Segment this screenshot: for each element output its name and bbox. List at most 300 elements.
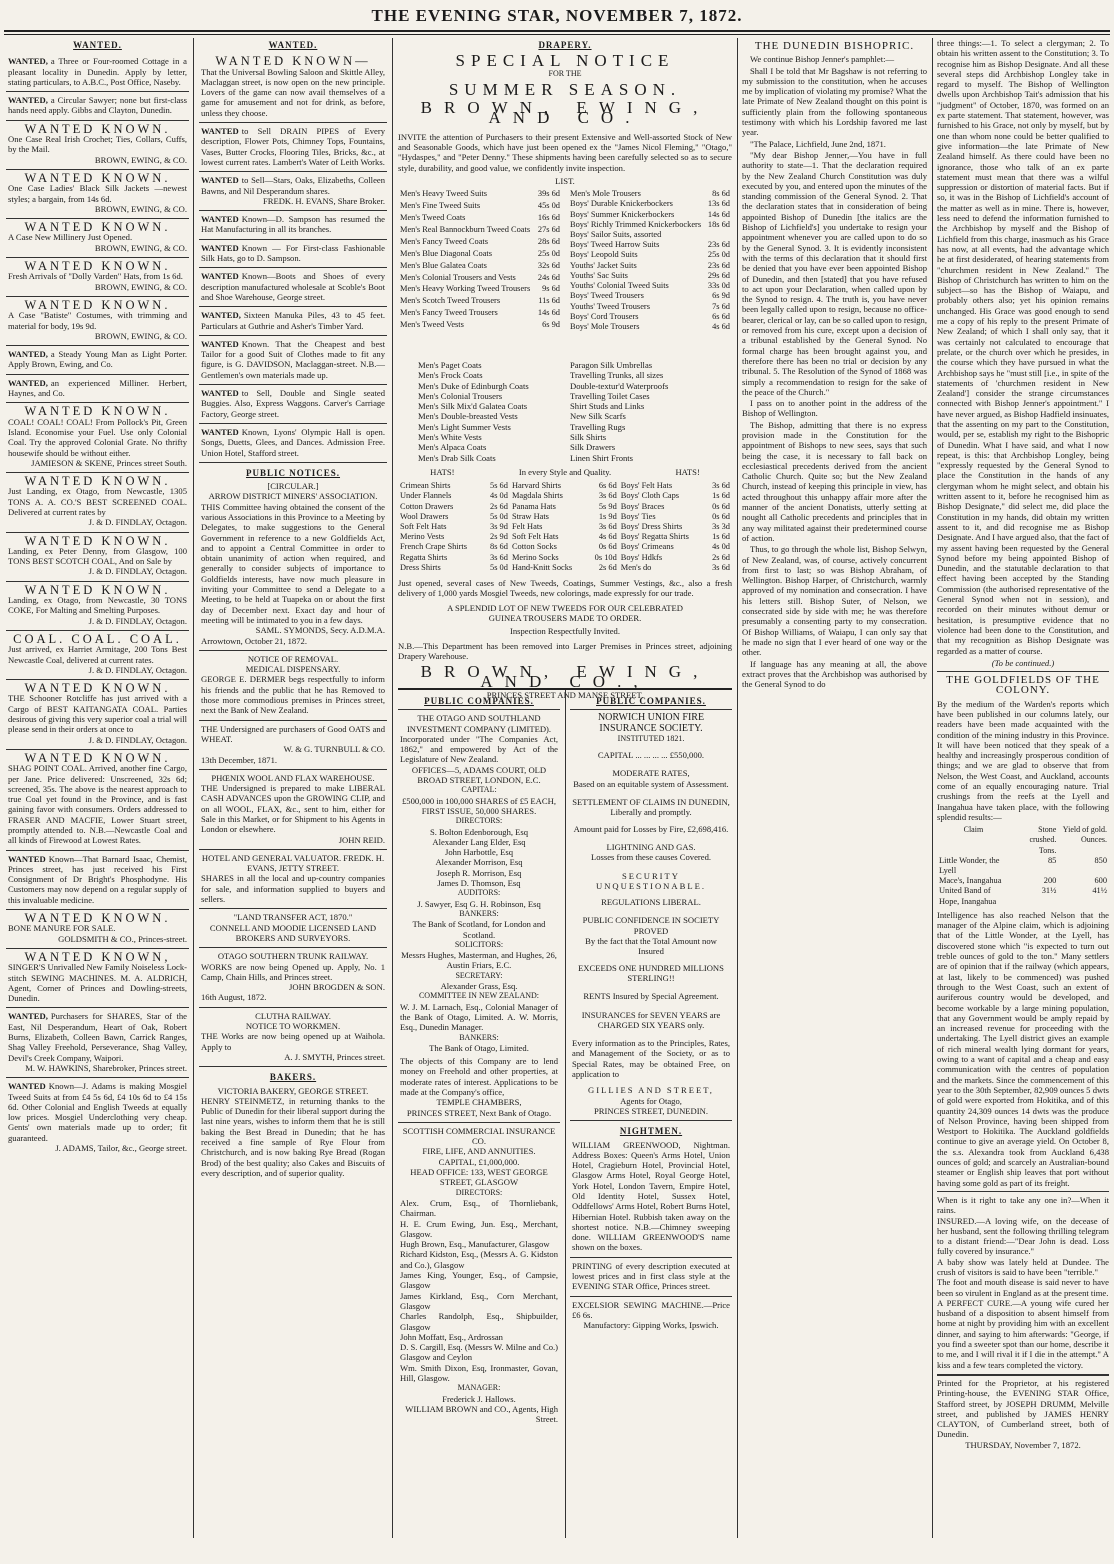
item-name: Boys' Richly Trimmed Knickerbockers	[570, 219, 702, 229]
item-price: 5s 0d	[490, 511, 508, 521]
list-item: Men's Frock Coats	[418, 370, 483, 381]
article-body: By the medium of the Warden's reports which have been published in our columns lately, our readers have been made acquainted with the condition of the mining industry in this Province. It will have been noticed that they speak of a healthy and increasingly prosperous condition of things; and we are glad to observe that from Nelson, the West Coast, and Auckland, accounts come of an equally encouraging nature. Trial crushings from the reefs at the Lyell and Inangahua have taken place, with the following splendid results:—	[937, 698, 1109, 822]
section-heading: BAKERS.	[269, 1072, 317, 1083]
ad-signature: BROWN, EWING, & CO.	[94, 154, 187, 165]
price-row	[568, 281, 732, 291]
table-cell: Mace's, Inangahua	[939, 876, 1002, 886]
confidence-sub: By the fact that the Total Amount now Insured	[585, 936, 717, 957]
price-row	[568, 291, 732, 301]
classified-ad	[199, 210, 387, 239]
price-row	[398, 225, 562, 237]
director-name: Charles Randolph, Esq., Shipbuilder, Glasgow	[400, 1311, 558, 1332]
item-name: Men's do	[620, 562, 652, 572]
item-price: 0s 6d	[598, 542, 617, 552]
drapery-section	[398, 38, 732, 358]
column-rule	[565, 690, 566, 1538]
agents-label: Agents for Otago,	[620, 1095, 682, 1106]
norwich-union	[570, 709, 732, 1120]
item-price: 0s 10d	[594, 552, 617, 562]
gillies: GILLIES AND STREET,	[588, 1085, 714, 1096]
greenwood-ad: WILLIAM GREENWOOD, Nightman. Address Boxes: Queen's Arms Hotel, Union Hotel, Cragieburn Hotel, Provincial Hotel, Glasgow Arms Hotel, Royal George Hotel, York Hotel, London Tavern, Empire Hotel, Old Identity Hotel, Sussex Hotel, Oddfellows' Arms Hotel, Robert Burns Hotel, Hibernian Hotel. Rubbish taken away on the shortest notice. N.B.—Chimney sweeping done. WILLIAM GREENWOOD'S name shown on the boxes.	[572, 1139, 730, 1253]
item-price: 29s 6d	[707, 270, 730, 280]
ad-signature: J. & D. FINDLAY, Octagon.	[88, 517, 187, 528]
ad-title: WANTED KNOWN.	[24, 259, 171, 274]
secretary-label: SECRETARY:	[455, 970, 503, 980]
item-price: 18s 6d	[707, 219, 730, 229]
item-price: 2s 6d	[490, 501, 508, 511]
item-price: 3s 6d	[490, 552, 508, 562]
ad-signature: BROWN, EWING, & CO.	[94, 281, 187, 292]
item-price: 7s 6d	[712, 301, 730, 311]
classified-ad	[199, 335, 387, 384]
classified-ad	[6, 909, 189, 948]
ad-text: to Sell, Double and Single seated Buggies. Also, Express Waggons. Carver's Carriage Factory, George street.	[201, 388, 385, 419]
ad-signature: BROWN, EWING, & CO.	[94, 203, 187, 214]
ad-text: Landing, ex Peter Denny, from Glasgow, 100 TONS BEST SCOTCH COAL, And on Sale by	[8, 545, 187, 567]
item-name: Youths' Tweed Trousers	[570, 301, 650, 311]
director-name: Richard Kidston, Esq., (Messrs A. G. Kidston and Co.), Glasgow	[400, 1249, 558, 1270]
solicitors-value: Messrs Hughes, Masterman, and Hughes, 26, Austin Friars, E.C.	[401, 950, 557, 971]
ad-signature: J. & D. FINDLAY, Octagon.	[88, 734, 187, 745]
ad-text: an experienced Milliner. Herbert, Haynes, and Co.	[8, 377, 187, 399]
railway-notice	[199, 947, 387, 1006]
hats-row	[398, 467, 732, 477]
classified-ad	[6, 296, 189, 345]
table-cell: Little Wonder, the Lyell	[939, 855, 1000, 876]
item-price: 9s 6d	[542, 284, 560, 294]
item-name: Men's Heavy Working Tweed Trousers	[400, 284, 531, 294]
item-name: Boys' Cloth Caps	[620, 491, 680, 501]
column-header: Stone crushed. Tons.	[1029, 825, 1057, 855]
director-name: H. E. Crum Ewing, Jun. Esq., Merchant, Glasgow.	[400, 1218, 558, 1239]
list-item: New Silk Scarfs	[570, 411, 626, 422]
classified-ad	[199, 239, 387, 268]
auditors-value: J. Sawyer, Esq G. H. Robinson, Esq	[417, 898, 541, 909]
item-price: 28s 6d	[537, 236, 560, 246]
imprint: Printed for the Proprietor, at his registered Printing-house, the EVENING STAR Office, Stafford street, by JOSEPH DRUMM, Melville street, and published by JAMES HENRY CLAYTON, of Cumberland street, both of Dunedin.	[937, 1377, 1109, 1440]
ads-list	[199, 53, 387, 462]
table-cell: 85	[1047, 855, 1057, 865]
paragraph: I pass on to another point in the address of the Bishop of Wellington.	[742, 398, 927, 419]
classified-ad	[6, 169, 189, 218]
lightning-sub: Losses from these causes Covered.	[590, 852, 712, 863]
lot-line-1: A SPLENDID LOT OF NEW TWEEDS FOR OUR CELEBRATED	[447, 602, 683, 613]
auditors-label: AUDITORS:	[457, 888, 501, 898]
item-price: 6s 9d	[712, 291, 730, 301]
company-title: THE OTAGO AND SOUTHLAND INVESTMENT COMPANY (LIMITED).	[406, 713, 552, 734]
ad-text: Sixteen Manuka Piles, 43 to 45 feet. Particulars at Guthrie and Asher's Timber Yard.	[201, 310, 385, 331]
summer-season-title: SUMMER SEASON.	[448, 79, 682, 99]
chambers: TEMPLE CHAMBERS,	[436, 1097, 522, 1108]
director-name: James Kirkland, Esq., Corn Merchant, Glasgow	[400, 1290, 558, 1311]
item-name: Men's Fine Tweed Suits	[400, 201, 481, 211]
ad-title: WANTED	[201, 242, 239, 253]
classified-ad	[6, 630, 189, 679]
printing-text: PRINTING of every description executed at lowest prices and in first class style at the EVENING STAR Office, Princes street.	[572, 1260, 730, 1292]
notice-signature: W. & G. TURNBULL & CO.	[283, 744, 385, 755]
price-row	[568, 220, 732, 230]
price-row	[398, 284, 562, 296]
list-item: Men's Duke of Edinburgh Coats	[418, 380, 529, 391]
notice-title: PHŒNIX WOOL AND FLAX WAREHOUSE.	[211, 772, 375, 783]
item-name: Boys' Cord Trousers	[570, 311, 639, 321]
director-name: John Harbottle, Esq	[444, 847, 514, 858]
classified-ad	[6, 257, 189, 296]
ad-signature: BROWN, EWING, & CO.	[94, 330, 187, 341]
phoenix-notice	[199, 769, 387, 849]
confidence: PUBLIC CONFIDENCE IN SOCIETY PROVED	[582, 915, 720, 936]
bankers-value: The Bank of Scotland, for London and Scotland.	[412, 919, 546, 940]
paragraph: "My dear Bishop Jenner,—You have in full authority to state—1. That the declaration required by the New Zealand Church Constitution was duly executed by you, and entered upon the minutes of the standing commission of the General Synod. 2. That the declaration states that in consideration of being appointed Bishop of Dunedin [the italics are the Bishop of Lichfield's] you undertake to resign your appointment whenever you are called upon to do so by the General Synod. 3. It is evidently inconsistent with the terms of this declaration that it should first be denied that you have ever been appointed Bishop of Dunedin, and then [stated] that you have refused to act upon your Declaration, when called upon by the Synod to resign. 4. The truth is, you have never been legally called upon to resign, because no office-bearer, clerical or lay, can be so called upon to resign, or removed from his cure, except upon a decision of a tribunal established by the General Synod. No formal charge has been brought against you, and therefore there has been no trial or decision by any tribunal. 5. The Resolution of the Synod of 1868 was simply a recommendation to resign for the sake of the peace of the Church."	[742, 149, 927, 397]
item-name: Men's Fancy Tweed Trousers	[400, 308, 498, 318]
item-price: 5s 6d	[490, 481, 508, 491]
otago-company	[398, 709, 560, 1122]
section-heading: PUBLIC NOTICES.	[245, 467, 341, 478]
classified-ad	[6, 345, 189, 374]
firm-name: BROWN, EWING, AND CO.	[420, 98, 710, 128]
item-price: 8s 6d	[490, 542, 508, 552]
ad-text: a Steady Young Man as Light Porter. Apply Brown, Ewing, and Co.	[8, 349, 187, 370]
ad-title: WANTED KNOWN.	[24, 297, 171, 312]
ad-text: a Circular Sawyer; none but first-class hands need apply. Gibbs and Clayton, Dunedin.	[8, 95, 187, 116]
notice-date: 13th December, 1871.	[201, 754, 278, 765]
item-price: 27s 6d	[537, 224, 560, 234]
price-row	[398, 512, 732, 522]
ad-title: WANTED,	[8, 1011, 48, 1022]
directors-list	[400, 827, 558, 889]
paragraph: The foot and mouth disease is said never to have been so virulent in England as at the present time.	[937, 1277, 1109, 1298]
item-price: 13s 6d	[707, 199, 730, 209]
for-the-label: FOR THE	[548, 68, 582, 78]
ad-text: Known—That Barnard Isaac, Chemist, Princes street, has just received his First Consignment of Dr Bright's Phosphodyne. His Customers may now depend on a regular supply of this invaluable medicine.	[8, 853, 187, 905]
item-name: Straw Hats	[511, 511, 549, 521]
drapery-section-cont	[398, 360, 732, 700]
price-row	[568, 230, 732, 240]
instituted: INSTITUTED 1821.	[617, 733, 685, 743]
table-cell: 41½	[1092, 886, 1107, 896]
ad-title: WANTED KNOWN,	[24, 949, 171, 964]
bankers-value: The Bank of Otago, Limited.	[429, 1042, 529, 1053]
committee-label: COMMITTEE IN NEW ZEALAND:	[418, 991, 540, 1001]
item-price: 4s 6d	[712, 321, 730, 331]
notice-title: OTAGO SOUTHERN TRUNK RAILWAY.	[217, 951, 369, 962]
price-row	[568, 189, 732, 199]
item-name: Hand-Knitt Socks	[511, 562, 573, 572]
price-list-left	[398, 189, 562, 332]
hats-label: HATS!	[675, 466, 700, 477]
price-row	[398, 308, 562, 320]
column-header: Yield of gold. Ounces.	[1062, 825, 1107, 845]
list-item: Double-textur'd Waterproofs	[570, 380, 669, 391]
item-name: Youths' Colonial Tweed Suits	[570, 281, 669, 291]
item-price: 32s 6d	[537, 260, 560, 270]
article-title: THE DUNEDIN BISHOPRIC.	[754, 40, 915, 52]
ad-signature: J. & D. FINDLAY, Octagon.	[88, 566, 187, 577]
item-name: Youths' Sac Suits	[570, 270, 628, 280]
list-item: Men's Alpaca Coats	[418, 442, 487, 453]
ad-title: WANTED,	[8, 377, 48, 388]
ad-title: WANTED	[201, 388, 239, 399]
excelsior-ad	[570, 1296, 732, 1335]
ad-text: BONE MANURE FOR SALE.	[8, 923, 116, 934]
paragraph: A baby show was lately held at Dundee. The crush of visitors is said to have been "terrible."	[937, 1256, 1109, 1277]
ad-text: That the Universal Bowling Saloon and Skittle Alley, Maclaggan street, is now open on the new principle. Lovers of the game can now avail themselves of a game for amusement and not for drink, as before, unless they choose.	[201, 66, 385, 118]
ad-title: WANTED KNOWN.	[24, 170, 171, 185]
paragraph: Shall I be told that Mr Bagshaw is not referring to my submission to the constitution, when he accuses me by implication of violating my promise? What the late Primate of New Zealand thought on this point is sufficiently plain from the following spontaneous testimony with which his Lordship favored me last year.	[742, 65, 927, 138]
column-header: Claim	[963, 825, 984, 835]
price-row	[398, 491, 732, 501]
notice-title: MEDICAL DISPENSARY.	[245, 664, 341, 675]
chambers-address: PRINCES STREET, Next Bank of Otago.	[406, 1107, 552, 1118]
divider	[937, 671, 1109, 672]
ad-text: SINGER'S Unrivalled New Family Noiseless Lock-stitch SEWING MACHINES. M. A. ALDRICH, Agent, Corner of Princes and Dowling-streets, Dunedin.	[8, 962, 187, 1004]
list-item: Paragon Silk Umbrellas	[570, 360, 653, 370]
ad-signature: J. ADAMS, Tailor, &c., George street.	[55, 1143, 187, 1154]
inspection-line: Inspection Respectfully Invited.	[509, 626, 621, 637]
list-item: Shirt Studs and Links	[570, 401, 645, 412]
notice-text: GEORGE E. DERMER begs respectfully to inform his friends and the public that he has Removed to those more commodious premises in Princes street, next the Bank of New Zealand.	[201, 674, 385, 716]
item-name: Men's Mole Trousers	[570, 189, 641, 199]
gold-yield-table	[937, 825, 1109, 907]
item-name: Harvard Shirts	[511, 481, 562, 491]
notice-title: CLUTHA RAILWAY.	[255, 1010, 331, 1021]
price-row	[568, 312, 732, 322]
item-name: Cotton Socks	[511, 542, 557, 552]
security: SECURITY UNQUESTIONABLE.	[596, 870, 706, 891]
ad-title: WANTED KNOWN—	[215, 54, 371, 69]
classified-ad	[199, 171, 387, 210]
drapery-nb: N.B.—This Department has been removed into Larger Premises in Princes street, adjoining Drapery Warehouse.	[398, 640, 732, 661]
notice-text: THIS Committee having obtained the consent of the various Associations in this Province to a Meeting by Delegates, to make suggestions to the General Government in reference to a new Goldfields Act, and to appoint a Central Committee in order to obtain unanimity of action when required, and generally to consider subjects of importance to Goldfields interests, have now much pleasure in inviting your Committee to send a Delegate to a Meeting, to be held at Tuapeka on or about the first day of December next. Exact day and hour of meeting will be intimated to you in a few days.	[201, 501, 385, 625]
table-cell: 850	[1094, 855, 1107, 865]
section-heading: WANTED.	[73, 40, 122, 50]
public-notices	[199, 462, 387, 650]
column-goldfields	[937, 38, 1109, 1538]
price-lists	[398, 189, 732, 332]
drapery-after: Just opened, several cases of New Tweeds, Coatings, Summer Vestings, &c., also a fresh delivery of 1,000 yards Mosgiel Tweeds, new colorings, made expressly for our trade.	[398, 578, 732, 599]
ad-text: to Sell DRAIN PIPES of Every description, Flower Pots, Chimney Tops, Fountains, Vases, Butter Crocks, Flooring Tiles, Bricks, &c., at lowest current rates. Lambert's Water of Leith Works.	[201, 126, 385, 167]
ad-text: Known—D. Sampson has resumed the Hat Manufacturing in all its branches.	[201, 214, 385, 235]
price-row	[398, 237, 562, 249]
item-price: 8s 6d	[712, 189, 730, 199]
notice-title: NOTICE OF REMOVAL.	[247, 653, 339, 664]
item-name: Boys' Dress Shirts	[620, 522, 683, 532]
item-price: 4s 0d	[712, 542, 730, 552]
paragraph: Thus, to go through the whole list, Bishop Selwyn, of New Zealand, was, of course, actively concurrent from first to last; so was Bishop Abraham, of Wellington. Bishop Harper, of Christchurch, warmly approved of my nomination and consecration. I have his letters still. Bishop Suter, of Nelson, we consecrated side by side with me; he was therefore presumably a consenting party to my consecration. Of Bishop Williams, of Waiapu, I can only say that he made no sign that I ever heard of one way or the other.	[742, 544, 927, 658]
price-row	[398, 481, 732, 491]
column-rule	[932, 38, 933, 1538]
nightmen-section	[570, 1120, 732, 1257]
notice-signature: JOHN BROGDEN & SON.	[289, 982, 385, 993]
ad-text: Landing, ex Otago, from Newcastle, 30 TONS COKE, For Malting and Smelting Purposes.	[8, 595, 187, 616]
price-row	[568, 250, 732, 260]
list-item: Silk Shirts	[570, 432, 607, 443]
item-name: Cotton Drawers	[400, 501, 454, 511]
printing-ad	[570, 1257, 732, 1296]
price-list-right	[568, 189, 732, 332]
seven-years: INSURANCES for SEVEN YEARS are CHARGED SIX YEARS only.	[581, 1009, 721, 1030]
ad-text: to Sell—Stars, Oaks, Elizabeths, Colleen Bawns, and Nil Desperandum shares.	[201, 175, 385, 196]
item-name: Crimean Shirts	[400, 481, 451, 491]
ad-text: Known. That the Cheapest and best Tailor for a good Suit of Clothes made to fit any figure, is G. DAVIDSON, Maclaggan-street. N.B.—Gentlemen's own materials made up.	[201, 338, 385, 380]
item-name: Boys' Mole Trousers	[570, 321, 640, 331]
price-row	[398, 553, 732, 563]
coats-list-right	[570, 360, 712, 463]
item-price: 3s 9d	[490, 522, 508, 532]
price-row	[398, 563, 732, 573]
director-name: Joseph R. Morrison, Esq	[436, 867, 522, 878]
notice-text: THE Works are now being opened up at Waihola. Apply to	[201, 1031, 385, 1052]
ads-list	[6, 53, 189, 1157]
ad-text: A Case New Millinery Just Opened.	[8, 232, 133, 243]
item-name: Under Flannels	[400, 491, 452, 501]
item-name: Wool Drawers	[400, 511, 449, 521]
section-heading: NIGHTMEN.	[619, 1126, 683, 1137]
list-item: Travelling Toilet Cases	[570, 390, 650, 401]
notice-text: CONNELL AND MOODIE LICENSED LAND BROKERS AND SURVEYORS.	[209, 922, 377, 943]
item-price: 23s 6d	[707, 260, 730, 270]
item-name: Boys' Regatta Shirts	[620, 532, 689, 542]
company-sub: FIRE, LIFE, AND ANNUITIES.	[422, 1146, 536, 1157]
notice-text: HENRY STEINMETZ, in returning thanks to the Public of Dunedin for their liberal support during the last nine years, wishes to inform them that he is still baking the Best Bread in Dunedin; that he has received a fine sample of Rye Flour from Christchurch, and is now baking Rye Bread (Rogan Brod) of the best quality; also Cakes and Biscuits of every description, and of superior quality.	[201, 1095, 385, 1178]
lightning: LIGHTNING AND GAS.	[606, 841, 696, 852]
price-row	[398, 273, 562, 285]
directors-label: DIRECTORS:	[455, 816, 503, 826]
classified-ad	[6, 948, 189, 1007]
list-item: Men's Colonial Trousers	[418, 390, 503, 401]
ad-signature: JAMIESON & SKENE, Princes street South.	[31, 457, 187, 468]
item-name: Merino Socks	[511, 552, 559, 562]
classified-ad	[6, 91, 189, 120]
item-name: Panama Hats	[511, 501, 556, 511]
item-price: 16s 6d	[537, 213, 560, 223]
ad-title: WANTED KNOWN.	[24, 121, 171, 136]
director-name: Alex. Crum, Esq., of Thornliebank, Chairman.	[400, 1197, 558, 1219]
price-row	[568, 210, 732, 220]
director-name: D. S. Cargill, Esq. (Messrs W. Milne and Co.) Glasgow and Ceylon	[400, 1342, 558, 1363]
ad-text: SHAG POINT COAL. Arrived, another fine Cargo, per Jane. Price delivered: Unscreened, 32s 6d; screened, 35s. The above is the nearest approach to true Coal yet found in the Province, and is fast gaining favor with consumers. Orders addressed to FRASER AND MACFIE, Lower Stuart street, promptly attended to. N.B.—Newcastle Coal and all kinds of Firewood at Lowest Rates.	[8, 763, 187, 846]
price-row	[398, 532, 732, 542]
item-name: Boys' Hdkfs	[620, 552, 663, 562]
section-heading: DRAPERY.	[538, 40, 592, 50]
settlement: SETTLEMENT OF CLAIMS IN DUNEDIN,	[572, 797, 730, 808]
item-price: 25s 0d	[707, 250, 730, 260]
ad-title: WANTED,	[8, 56, 48, 67]
classified-ad	[6, 850, 189, 909]
ad-text: THE Schooner Rotcliffe has just arrived with a Cargo of BEST KAITANGATA COAL. Parties desirous of giving this very superior coal a trial will please send in their orders at once to	[8, 693, 187, 735]
table-row	[937, 856, 1109, 876]
section-heading: PUBLIC COMPANIES.	[424, 696, 534, 706]
ad-text: One Case Real Irish Crochet; Ties, Collars, Cuffs, by the Mail.	[8, 134, 187, 155]
bakers-section	[199, 1066, 387, 1182]
ad-title: WANTED KNOWN.	[24, 582, 171, 597]
director-name: James King, Younger, Esq., of Campsie, Glasgow	[400, 1270, 558, 1291]
classified-ad	[199, 122, 387, 171]
divider	[937, 1191, 1109, 1192]
notice-text: WORKS are now being Opened up. Apply, No. 1 Camp, Chain Hills, and Princes street.	[201, 961, 385, 982]
ad-title: WANTED,	[8, 95, 48, 106]
list-item: Travelling Rugs	[570, 421, 626, 432]
coats-list-left	[418, 360, 560, 463]
paragraph: If language has any meaning at all, the above extract proves that the Archbishop was authorised by the General Synod to do	[742, 658, 927, 690]
column-rule	[392, 38, 393, 1538]
column-rule	[737, 38, 738, 1538]
ad-text: Known—Boots and Shoes of every description manufactured wholesale at Scoble's Boot and Shoe Warehouse, George street.	[201, 271, 385, 302]
excelsior-text: EXCELSIOR SEWING MACHINE.—Price £6 6s.	[572, 1299, 730, 1320]
item-price: 1s 9d	[598, 511, 617, 521]
item-name: Boys' Felt Hats	[620, 481, 673, 491]
director-name: James D. Thomson, Esq	[437, 878, 521, 889]
item-name: Youths' Jacket Suits	[570, 260, 637, 270]
list-item: Men's Paget Coats	[418, 360, 482, 370]
item-price	[705, 230, 732, 240]
list-item: Men's Double-breasted Vests	[418, 411, 518, 422]
divider	[937, 1374, 1109, 1376]
price-row	[568, 302, 732, 312]
item-price: 5s 9d	[598, 501, 617, 511]
capital-value: £500,000 in 100,000 SHARES of £5 EACH, FIRST ISSUE, 50,000 SHARES.	[402, 795, 556, 816]
price-row	[568, 271, 732, 281]
directors-list	[400, 1198, 558, 1383]
item-price: 11s 6d	[538, 296, 560, 306]
amount-paid: Amount paid for Losses by Fire, £2,698,416.	[573, 823, 729, 834]
hats-label: HATS!	[430, 466, 455, 477]
list-item: Men's Light Summer Vests	[418, 421, 511, 432]
price-row	[568, 261, 732, 271]
item-name: Men's Fancy Tweed Coats	[400, 236, 488, 246]
table-cell: 31½	[1041, 886, 1057, 896]
list-item: Men's White Vests	[418, 432, 482, 443]
paragraph: We continue Bishop Jenner's pamphlet:—	[750, 54, 895, 65]
article-body: three things:—1. To select a clergyman; 2. To obtain his written assent to the Constitution; 3. To recognise him as Bishop Designate. And all these several steps did Archbishop Longley take in regard to myself. The Bishop of Wellington dwells upon Archbishop Tait's admission that his "judgment" of October, 1870, was formed on an ex parte statement. That statement, however, was furnished to his Grace, not only by myself, but by one than whom none could be better qualified to give information—the late Primate of New Zealand himself. As there could have been no ignorance, those who talk of an ex parte statement must mean that there was a wilful suppression or distortion of material facts. But if so, it was in the Bishop of Lichfield's account of the matter as well as in mine. There is, however, less need to defend the information furnished to the Archbishop by myself and the Bishop of Lichfield from this charge, inasmuch as his Grace has now, at all events, had the advantage which he at first desiderated, of hearing statements from "churchmen resident in New Zealand." The Bishop of Christchurch has written to him on the subject—so has the Bishop of Waiapu, and probably others also; yet his opinion remains unchanged. His Grace was good enough to send me a copy of his reply to the present Primate of New Zealand; of which I shall only say, that it was certainly not calculated to encourage that prelate, or the church over which he presides, in the course which they have pursued in what the Archbishop says he "must still [i.e., in spite of the statements of 'churchmen resident in New Zealand'] consider the strange circumstances connected with Bishop Jenner's appointment." I have never argued, as Bishop Hadfield insinuates, that the assenting on my part to the Constitution, would, per se, establish my right to the Bishopric of Dunedin. What I have said, and what I now repeat, is this: that Archbishop Longley, being "expressly requested by the General Synod to place the Constitution in the hands of any clergyman whom he might select, and obtain his written assent to it, before he recognised him as Bishop Designate," did select me, did place the Constitution in my hands, did obtain my written assent to it, and did recognise me as Bishop Designate. And I have argued also, that the fact of my assent having been requested by the General Synod before my being appointed Bishop of Dunedin, and the statutable declaration to that effect having been accepted by the Standing Commission (the authorised representative of the General Synod when not in session), and recorded on their minutes without demur or hesitation, is presumptive evidence that no violence had been done to the Constitution, and that my recognition as Bishop Designate was regarded as a matter of course.	[937, 38, 1109, 656]
item-price: 14s 6d	[707, 209, 730, 219]
price-row	[398, 261, 562, 273]
ad-title: WANTED	[8, 853, 46, 864]
list-item: Men's Silk Mix'd Galatea Coats	[418, 401, 528, 412]
column-wanted-2	[199, 38, 387, 1538]
ad-text: Just Landing, ex Otago, from Newcastle, 1305 TONS A. A. CO.'S BEST SCREENED COAL. Delivered at current rates by	[8, 486, 187, 517]
price-row	[398, 189, 562, 201]
classified-ad	[199, 384, 387, 423]
director-name: Hugh Brown, Esq., Manufacturer, Glasgow	[400, 1239, 550, 1250]
gillies-address: PRINCES STREET, DUNEDIN.	[594, 1105, 708, 1116]
list-item: Men's Drab Silk Coats	[418, 452, 496, 463]
list-heading: LIST.	[555, 175, 575, 186]
ad-signature: GOLDSMITH & CO., Princes-street.	[58, 933, 187, 944]
item-price: 3s 6d	[712, 481, 730, 491]
notice-title: "LAND TRANSFER ACT, 1870."	[233, 912, 353, 923]
ad-text: A Case "Batiste" Costumes, with trimming and material for body, 19s 9d.	[8, 310, 187, 331]
director-name: John Moffatt, Esq., Ardrossan	[400, 1331, 503, 1342]
info: Every information as to the Principles, Rates, and Management of the Society, or as to Special Rates, may be obtained Free, on application to	[572, 1038, 730, 1080]
to-be-continued: (To be continued.)	[991, 657, 1055, 668]
solicitors-label: SOLICITORS:	[454, 939, 504, 949]
item-name: Boys' Durable Knickerbockers	[570, 199, 673, 209]
ad-title: WANTED KNOWN.	[24, 750, 171, 765]
item-price: 24s 6d	[537, 272, 560, 282]
table-row	[937, 876, 1109, 886]
scottish-company	[398, 1122, 560, 1429]
ad-title: WANTED,	[201, 310, 241, 321]
committee-value: W. J. M. Larnach, Esq., Colonial Manager of the Bank of Otago, Limited. A. W. Morris, Esq., Dunedin Manager.	[400, 1001, 558, 1033]
paragraph: When is it right to take any one in?—When it rains.	[937, 1194, 1109, 1216]
company-objects: The objects of this Company are to lend money on Freehold and other properties, at moderate rates of interest. Applications to be made at the Company's office,	[400, 1056, 558, 1097]
firm-name: BROWN, EWING, AND CO.,	[420, 662, 710, 692]
table-cell: 200	[1043, 876, 1057, 886]
director-name: Alexander Lang Elder, Esq	[432, 836, 526, 847]
ad-text: Known—J. Adams is making Mosgiel Tweed Suits at from £4 5s 6d, £4 10s 6d to £4 15s 6d. Other Colonial and English Tweeds at equally low prices. Mosgiel Underclothing very cheap. Gents' own materials made up to order; fit guaranteed.	[8, 1081, 187, 1143]
rents: RENTS Insured by Special Agreement.	[583, 991, 719, 1002]
